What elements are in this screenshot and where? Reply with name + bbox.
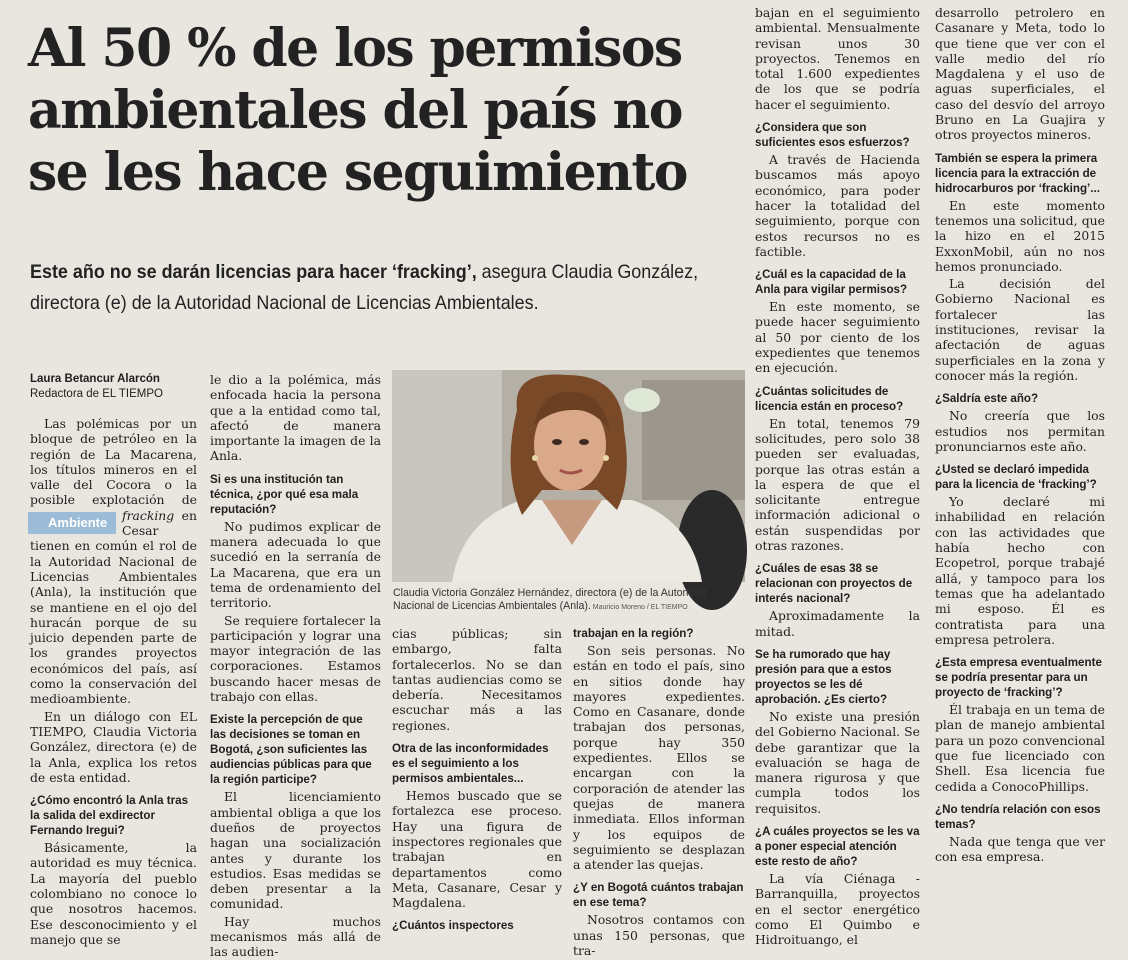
section-tag: Ambiente (28, 512, 116, 534)
portrait-illustration (392, 370, 745, 582)
paragraph-text: Las polémicas por un bloque de petróleo en la región de La Macarena, los títulos mineros en el valle del Cocora o la posible explotación de (30, 416, 197, 508)
paragraph: A través de Hacienda buscamos más apoyo económico, para poder hacer la totalidad del seguimiento, porque con estos recursos no es factible. (755, 152, 920, 259)
caption-text: Claudia Victoria González Hernández, directora (e) de la Autoridad Nacional de Licencias Ambientales (Anla). (393, 587, 707, 612)
article-column-6 (935, 5, 1105, 924)
paragraph: Él trabaja en un tema de plan de manejo ambiental para un pozo convencional que fue licenciado con Shell. Esa licencia fue cedida a ConocoPhillips. (935, 702, 1105, 794)
paragraph: La vía Ciénaga - Barranquilla, proyectos en el sector energético como El Quimbo e Hidroituango, el (755, 870, 920, 948)
paragraph: En total, tenemos 79 solicitudes, pero solo 38 pueden ser evaluadas, porque las otras están a la espera de que el solicitante entregue información adicional o están suspendidas por otras razones. (755, 415, 920, 554)
interview-question: También se espera la primera licencia para la extracción de hidrocarburos por ‘fracking’... (935, 151, 1100, 195)
paragraph: Se requiere fortalecer la participación y lograr una mayor integración de las corporaciones. Estamos buscando hacer mesas de trabajo con ellas. (210, 612, 381, 705)
paragraph: Son seis personas. No están en todo el país, sino en sitios donde hay mayores expedientes. Como en Casanare, donde trabajan dos personas, porque hay 350 expedientes. Ellos se encargan con la corporación de atender las quejas de manera inmediata. Ellos informan y los equipos de seguimiento se desplazan a atender las quejas. (573, 643, 745, 873)
interview-question: ¿Considera que son suficientes esos esfuerzos? (755, 121, 910, 150)
paragraph-text: en Cesar tienen en común el rol de la Autoridad Nacional de Licencias Ambientales (Anla), la institución que se mantiene en el ojo del huracán porque de su juicio dependen parte de los grandes proyectos económicos del país, así como la conservación del medioambiente. (30, 507, 197, 707)
interview-question: Existe la percepción de que las decisiones se toman en Bogotá, ¿son suficientes las audiencias públicas para que la región participe? (210, 713, 372, 787)
interview-question: ¿No tendría relación con esos temas? (935, 802, 1101, 831)
paragraph (30, 416, 197, 707)
interview-question: ¿Y en Bogotá cuántos trabajan en ese tema? (573, 881, 744, 910)
paragraph: Hay muchos mecanismos más allá de las audien- (210, 913, 381, 960)
article-column-5 (755, 5, 920, 948)
paragraph: bajan en el seguimiento ambiental. Mensualmente revisan unos 30 proyectos. Tenemos en total 1.600 expedientes de los que se podría hacer el seguimiento. (755, 5, 920, 112)
interview-question: Si es una institución tan técnica, ¿por qué esa mala reputación? (210, 472, 359, 516)
interview-question: ¿Saldría este año? (935, 392, 1039, 406)
paragraph: cias públicas; sin embargo, falta fortalecerlos. No se dan tantas audiencias como se debería. Necesitamos escuchar más a las regiones. (392, 626, 562, 733)
paragraph: En este momento, se puede hacer seguimiento al 50 por ciento de los expedientes que tenemos en ejecución. (755, 299, 920, 376)
paragraph: desarrollo petrolero en Casanare y Meta, todo lo que tiene que ver con el valle medio del río Magdalena y el uso de aguas superficiales, el caso del desvío del arroyo Bruno en La Guajira y otros proyectos mineros. (935, 5, 1105, 143)
paragraph: La decisión del Gobierno Nacional es fortalecer las instituciones, revisar la afectación de aguas superficiales en la zona y conocer más la región. (935, 276, 1105, 383)
article-column-3 (392, 626, 562, 933)
paragraph: Básicamente, la autoridad es muy técnica. La mayoría del pueblo colombiano no conoce lo que nosotros hacemos. Ese desconocimiento y el manejo que se (30, 840, 197, 947)
interview-question: ¿A cuáles proyectos se les va a poner especial atención este resto de año? (755, 824, 920, 868)
subheadline-rest: asegura Claudia González, directora (e) de la Autoridad Nacional de Licencias Ambientales. (30, 261, 699, 314)
paragraph: No creería que los estudios nos permitan pronunciarnos este año. (935, 408, 1105, 454)
article-column-4 (573, 626, 745, 959)
paragraph: No pudimos explicar de manera adecuada lo que sucedió en la serranía de La Macarena, que era un tema de ordenamiento del territorio. (210, 518, 381, 611)
paragraph: No existe una presión del Gobierno Nacional. Se debe garantizar que la evaluación se haga de manera rigurosa y que cumpla todos los requisitos. (755, 708, 920, 816)
paragraph: Hemos buscado que se fortalezca ese proceso. Hay una figura de inspectores regionales que trabajan en departamentos como Meta, Casanare, Cesar y Magdalena. (392, 788, 562, 911)
interview-question: ¿Cómo encontró la Anla tras la salida del exdirector Fernando Iregui? (30, 794, 189, 838)
paragraph: Nada que tenga que ver con esa empresa. (935, 833, 1105, 865)
interview-question: ¿Cuál es la capacidad de la Anla para vigilar permisos? (755, 268, 908, 297)
paragraph: El licenciamiento ambiental obliga a que los dueños de proyectos hagan una socialización antes y durante los estudios. Esas medidas se deben presentar a la comunidad. (210, 789, 381, 912)
paragraph: Nosotros contamos con unas 150 personas, que tra- (573, 912, 745, 959)
interview-question: trabajan en la región? (573, 627, 694, 640)
headline: Al 50 % de los permisos ambientales del país no se les hace seguimiento (28, 18, 687, 203)
subheadline-bold: Este año no se darán licencias para hacer ‘fracking’, (30, 261, 477, 283)
byline-role: Redactora de EL TIEMPO (30, 388, 163, 400)
article-column-1 (30, 372, 197, 947)
byline (30, 372, 197, 402)
portrait-photo (392, 370, 745, 582)
photo-caption (393, 587, 745, 614)
interview-question: ¿Cuántos inspectores (392, 919, 514, 933)
article-column-2 (210, 372, 381, 960)
interview-question: ¿Cuántas solicitudes de licencia están en proceso? (755, 384, 904, 413)
paragraph: le dio a la polémica, más enfocada hacia la persona que a la entidad como tal, afectó de manera importante la imagen de la Anla. (210, 372, 381, 464)
interview-question: Otra de las inconformidades es el seguimiento a los permisos ambientales... (392, 742, 549, 786)
photo-credit: Mauricio Moreno / EL TIEMPO (590, 604, 688, 611)
interview-question: ¿Cuáles de esas 38 se relacionan con proyectos de interés nacional? (755, 562, 913, 606)
subheadline (30, 257, 740, 319)
paragraph: En este momento tenemos una solicitud, que la hizo en el 2015 ExxonMobil, aún no nos hemos pronunciado. (935, 197, 1105, 274)
paragraph: Yo declaré mi inhabilidad en relación con las actividades que había hecho con Ecopetrol, porque trabajé allá, y tampoco para los temas que ha adelantado mi esposo. Él es contratista para una empresa petrolera. (935, 494, 1105, 647)
interview-question: ¿Usted se declaró impedida para la licencia de ‘fracking’? (935, 463, 1097, 492)
interview-question: Se ha rumorado que hay presión para que a estos proyectos se les dé aprobación. ¿Es cierto? (755, 647, 892, 706)
interview-question: ¿Esta empresa eventualmente se podría presentar para un proyecto de ‘fracking’? (935, 656, 1102, 700)
byline-name: Laura Betancur Alarcón (30, 373, 160, 385)
paragraph: Aproximadamente la mitad. (755, 608, 920, 639)
emphasis-text: fracking (122, 507, 175, 523)
paragraph: En un diálogo con EL TIEMPO, Claudia Victoria González, directora (e) de la Anla, explica los retos de esta entidad. (30, 708, 197, 785)
